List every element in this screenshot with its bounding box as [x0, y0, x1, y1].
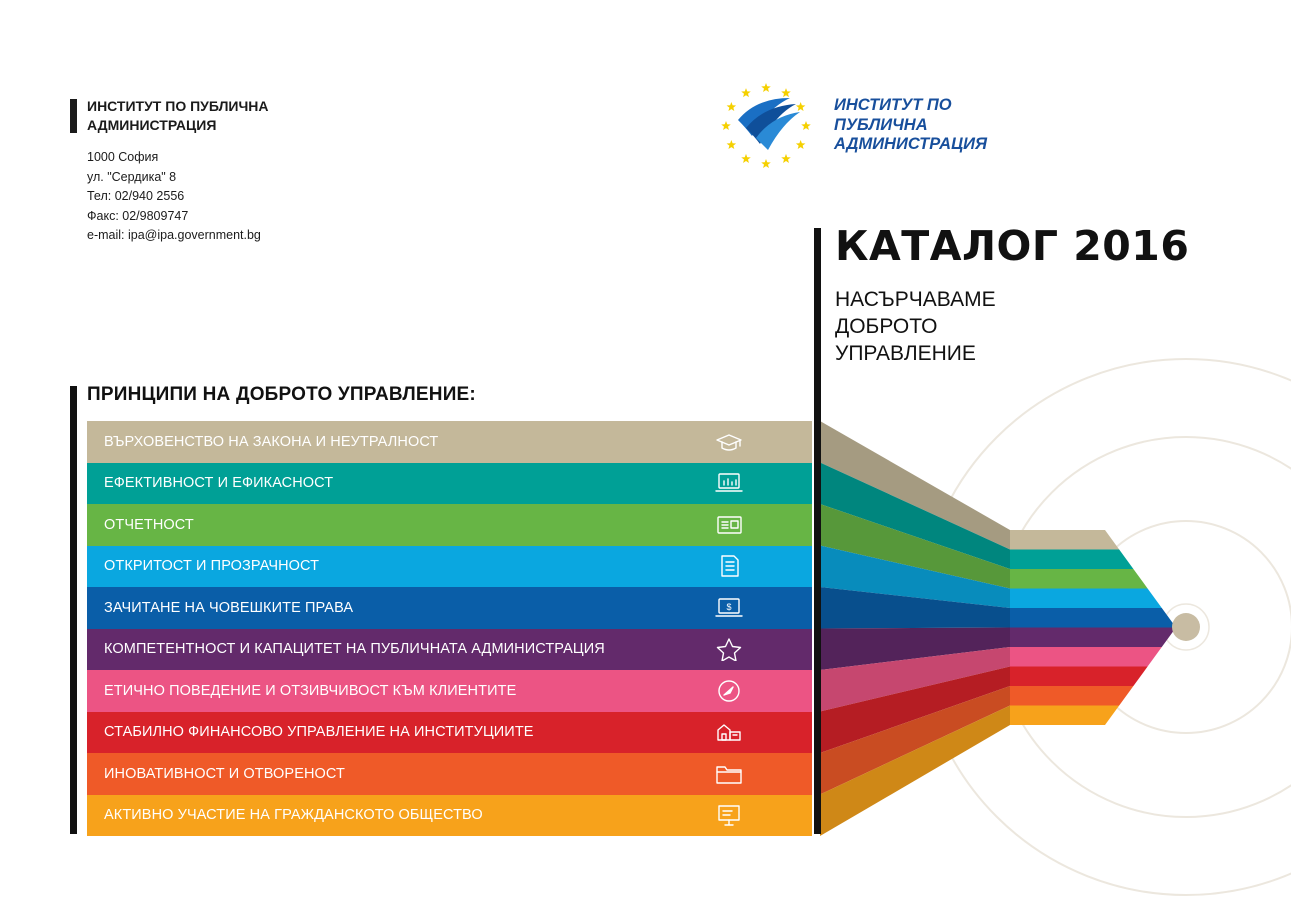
logo-line-2: ПУБЛИЧНА — [834, 115, 928, 134]
svg-text:$: $ — [726, 601, 732, 612]
ribbon-arrow-stripe — [1010, 530, 1119, 550]
logo-star — [741, 88, 751, 97]
ribbon-center-dot — [1172, 613, 1200, 641]
principle-label: ВЪРХОВЕНСТВО НА ЗАКОНА И НЕУТРАЛНОСТ — [104, 433, 439, 450]
principle-label: ЕТИЧНО ПОВЕДЕНИЕ И ОТЗИВЧИВОСТ КЪМ КЛИЕНТИТЕ — [104, 682, 517, 699]
logo-swoosh — [738, 98, 800, 150]
laptop-chart-icon — [712, 470, 746, 496]
principle-band — [87, 463, 812, 505]
presentation-board-icon — [712, 802, 746, 828]
logo-star — [781, 154, 791, 163]
ribbon-arrow-stripe — [1010, 550, 1133, 570]
principle-band — [87, 504, 812, 546]
document-icon — [712, 553, 746, 579]
principle-band — [87, 546, 812, 588]
contact-address-street: ул. "Сердика" 8 — [87, 169, 177, 184]
organization-name: ИНСТИТУТ ПО ПУБЛИЧНА АДМИНИСТРАЦИЯ — [87, 98, 269, 133]
laptop-dollar-icon — [712, 595, 746, 621]
principle-label: ОТКРИТОСТ И ПРОЗРАЧНОСТ — [104, 558, 320, 575]
logo-line-1: ИНСТИТУТ ПО — [834, 96, 952, 114]
ribbon-arrow-stripe — [1010, 667, 1148, 687]
principles-list — [87, 421, 812, 836]
ribbon-arrow-stripe — [1010, 589, 1162, 609]
principle-label: КОМПЕТЕНТНОСТ И КАПАЦИТЕТ НА ПУБЛИЧНАТА АДМИНИСТРАЦИЯ — [104, 641, 605, 658]
ribbon-arrow-stripe — [1010, 608, 1176, 628]
contact-fax: Факс: 02/9809747 — [87, 208, 189, 223]
folder-icon — [712, 761, 746, 787]
catalog-title: КАТАЛОГ 2016 — [835, 222, 1190, 270]
logo-star — [761, 83, 771, 92]
logo-star — [721, 121, 731, 130]
ribbon-arrow-stripe — [1010, 569, 1148, 589]
principles-accent-bar — [70, 386, 77, 834]
logo-star — [796, 140, 806, 149]
logo-star — [727, 140, 737, 149]
ribbon-arrow-stripe — [1010, 706, 1119, 726]
slogan-line-3: УПРАВЛЕНИЕ — [835, 342, 976, 365]
compass-icon — [712, 678, 746, 704]
principle-band — [87, 712, 812, 754]
ribbon-arrow-stripe — [1010, 647, 1162, 667]
logo-star — [761, 159, 771, 168]
principle-band — [87, 629, 812, 671]
logo-line-3: АДМИНИСТРАЦИЯ — [834, 135, 988, 153]
ribbon-arrow-stripe — [1010, 686, 1133, 706]
ipa-logo-icon — [716, 78, 816, 174]
principle-band — [87, 670, 812, 712]
logo-star — [781, 88, 791, 97]
logo-wordmark — [834, 96, 987, 155]
ribbon-arrow-stripe — [1010, 628, 1176, 648]
principle-label: ЗАЧИТАНЕ НА ЧОВЕШКИТЕ ПРАВА — [104, 599, 354, 616]
principle-label: ОТЧЕТНОСТ — [104, 516, 194, 533]
logo-star — [741, 154, 751, 163]
principle-label: ЕФЕКТИВНОСТ И ЕФИКАСНОСТ — [104, 475, 334, 492]
principle-label: СТАБИЛНО ФИНАНСОВО УПРАВЛЕНИЕ НА ИНСТИТУЦИИТЕ — [104, 724, 534, 741]
logo-star — [727, 102, 737, 111]
contact-accent-bar — [70, 99, 77, 133]
principle-band — [87, 421, 812, 463]
principle-band — [87, 753, 812, 795]
principles-heading: ПРИНЦИПИ НА ДОБРОТО УПРАВЛЕНИЕ: — [87, 384, 476, 405]
newspaper-icon — [712, 512, 746, 538]
slogan-line-1: НАСЪРЧАВАМЕ — [835, 288, 996, 311]
principle-label: ИНОВАТИВНОСТ И ОТВОРЕНОСТ — [104, 765, 345, 782]
star-icon — [712, 636, 746, 662]
contact-email: e-mail: ipa@ipa.government.bg — [87, 228, 261, 243]
graduation-cap-icon — [712, 429, 746, 455]
principle-label: АКТИВНО УЧАСТИЕ НА ГРАЖДАНСКОТО ОБЩЕСТВО — [104, 807, 483, 824]
principle-band — [87, 795, 812, 837]
ribbon-arrow-group — [1010, 530, 1176, 725]
contact-phone: Тел: 02/940 2556 — [87, 189, 185, 204]
principle-band — [87, 587, 812, 629]
buildings-icon — [712, 719, 746, 745]
title-accent-bar — [814, 228, 821, 834]
catalog-slogan — [835, 286, 996, 367]
logo-star — [801, 121, 811, 130]
logo-star — [796, 102, 806, 111]
ribbon-fan-group — [820, 421, 1010, 836]
contact-address-city: 1000 София — [87, 150, 159, 164]
slogan-line-2: ДОБРОТО — [835, 315, 938, 338]
contact-details — [87, 148, 261, 246]
